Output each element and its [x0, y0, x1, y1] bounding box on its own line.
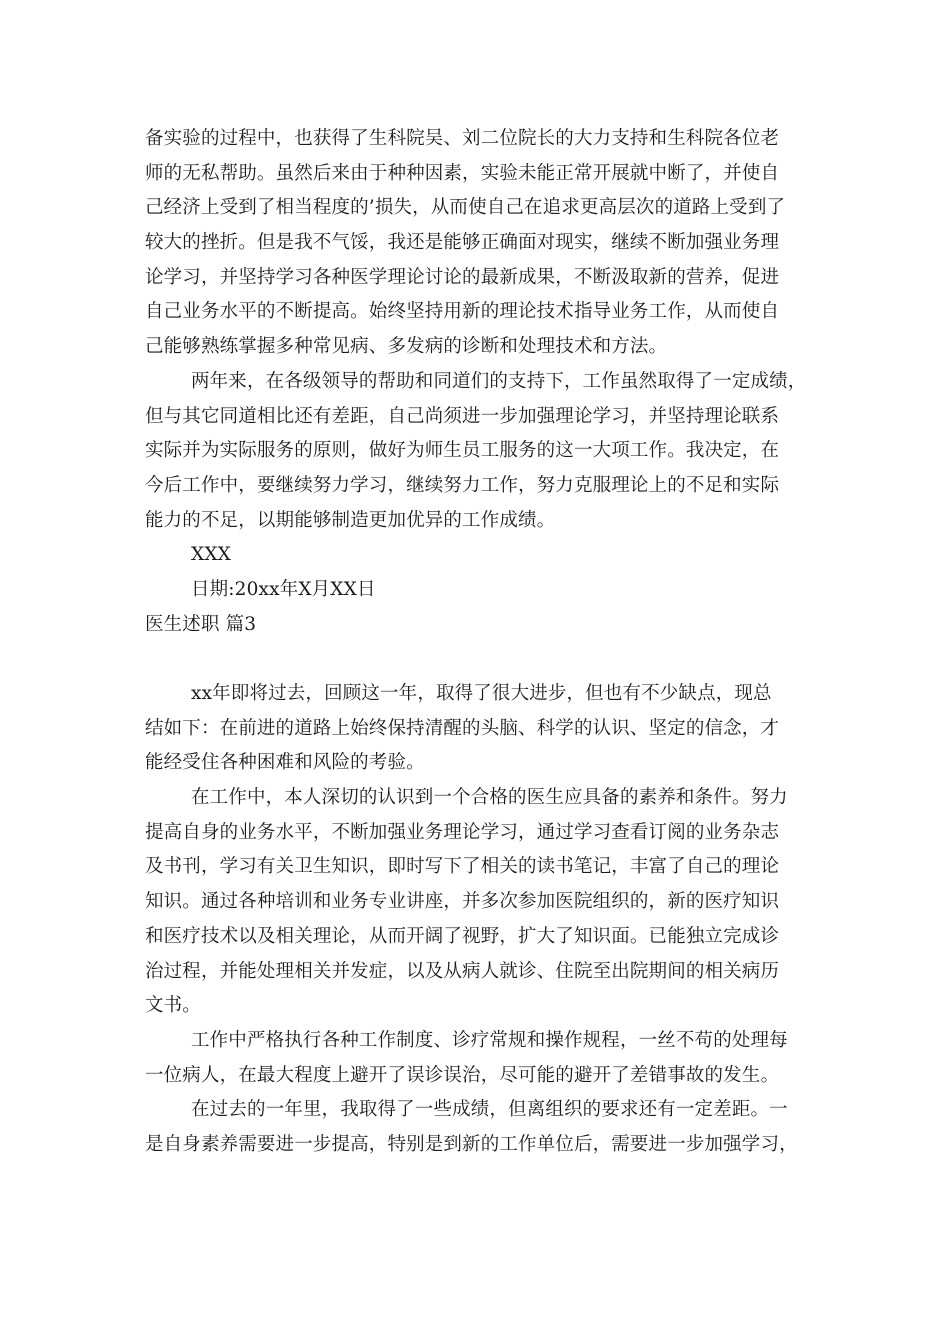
text-line: 知识。通过各种培训和业务专业讲座，并多次参加医院组织的，新的医疗知识: [145, 891, 780, 913]
text-line: 自己业务水平的不断提高。始终坚持用新的理论技术指导业务工作，从而使自: [145, 301, 780, 323]
text-line: 文书。: [145, 995, 201, 1017]
text-line: 结如下：在前进的道路上始终保持清醒的头脑、科学的认识、坚定的信念，才: [145, 717, 780, 739]
paragraph-2: [145, 365, 817, 538]
text-line: 己经济上受到了相当程度的’损失，从而使自己在追求更高层次的道路上受到了: [145, 197, 786, 219]
text-line: 能经受住各种困难和风险的考验。: [145, 752, 425, 774]
date-line: 日期:20xx年X月XX日: [191, 578, 376, 600]
text-line: 两年来，在各级领导的帮助和同道们的支持下，工作虽然取得了一定成绩，: [191, 370, 807, 392]
paragraph-6: [145, 1093, 817, 1162]
text-line: 论学习，并坚持学习各种医学理论讨论的最新成果，不断汲取新的营养，促进: [145, 266, 780, 288]
paragraph-1: [145, 122, 817, 365]
text-line: 和医疗技术以及相关理论，从而开阔了视野，扩大了知识面。已能独立完成诊: [145, 925, 780, 947]
text-line: 一位病人，在最大程度上避开了误诊误治，尽可能的避开了差错事故的发生。: [145, 1064, 780, 1086]
text-line: 提高自身的业务水平，不断加强业务理论学习，通过学习查看订阅的业务杂志: [145, 821, 780, 843]
text-line: 是自身素养需要进一步提高，特别是到新的工作单位后，需要进一步加强学习，: [145, 1133, 798, 1155]
text-line: 但与其它同道相比还有差距，自己尚须进一步加强理论学习，并坚持理论联系: [145, 405, 780, 427]
text-line: 工作中严格执行各种工作制度、诊疗常规和操作规程，一丝不苟的处理每: [191, 1029, 788, 1051]
text-line: 能力的不足，以期能够制造更加优异的工作成绩。: [145, 509, 556, 531]
document-body: [145, 122, 817, 1163]
paragraph-3: [145, 677, 817, 781]
text-line: 实际并为实际服务的原则，做好为师生员工服务的这一大项工作。我决定，在: [145, 440, 780, 462]
text-line: xx年即将过去，回顾这一年，取得了很大进步，但也有不少缺点，现总: [191, 683, 772, 704]
text-line: 今后工作中，要继续努力学习，继续努力工作，努力克服理论上的不足和实际: [145, 474, 780, 496]
text-line: 及书刊，学习有关卫生知识，即时写下了相关的读书笔记，丰富了自己的理论: [145, 856, 780, 878]
text-line: 师的无私帮助。虽然后来由于种种因素，实验未能正常开展就中断了，并使自: [145, 162, 780, 184]
section-title: 医生述职 篇3: [145, 613, 257, 635]
text-line: 己能够熟练掌握多种常见病、多发病的诊断和处理技术和方法。: [145, 336, 668, 358]
paragraph-5: [145, 1024, 817, 1093]
paragraph-4: [145, 781, 817, 1024]
text-line: 备实验的过程中，也获得了生科院吴、刘二位院长的大力支持和生科院各位老: [145, 128, 780, 149]
text-line: 治过程，并能处理相关并发症，以及从病人就诊、住院至出院期间的相关病历: [145, 960, 780, 982]
text-line: 较大的挫折。但是我不气馁，我还是能够正确面对现实，继续不断加强业务理: [145, 232, 780, 254]
text-line: 在过去的一年里，我取得了一些成绩，但离组织的要求还有一定差距。一: [191, 1099, 788, 1121]
blank-line: [145, 642, 817, 677]
signature: XXX: [191, 544, 231, 566]
text-line: 在工作中，本人深切的认识到一个合格的医生应具备的素养和条件。努力: [191, 787, 788, 809]
